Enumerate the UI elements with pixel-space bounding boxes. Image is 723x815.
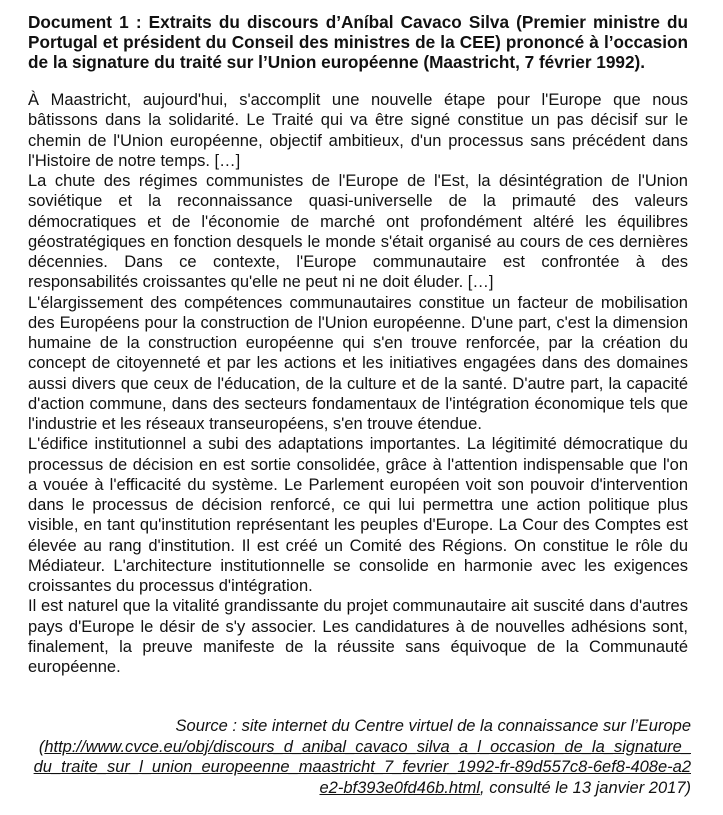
source-open-paren: (	[38, 737, 45, 756]
document-title: Document 1 : Extraits du discours d’Aníbal Cavaco Silva (Premier ministre du Portugal et président du Conseil des ministres de la CEE) prononcé à l’occasion de la signature du traité sur l’Union européenne (Maastricht, 7 février 1992).	[28, 12, 688, 72]
paragraph-3: L'élargissement des compétences communautaires constitue un facteur de mobilisation des Européens pour la construction de l'Union européenne. D'une part, c'est la dimension humaine de la construction européenne qui s'en trouve renforcée, par la création du concept de citoyenneté et par les actions et les initiatives engagées dans des domaines aussi divers que ceux de l'éducation, de la culture et de la santé. D'autre part, la capacité d'action commune, dans des secteurs fondamentaux de l'intégration économique tels que l'industrie et les réseaux transeuropéens, s'en trouve étendue.	[28, 293, 688, 433]
source-citation	[31, 716, 691, 798]
source-prefix: Source : site internet du Centre virtuel de la connaissance sur l’Europe	[175, 717, 691, 735]
paragraph-5: Il est naturel que la vitalité grandissante du projet communautaire ait suscité dans d'autres pays d'Europe le désir de s'y associer. Les candidatures à de nouvelles adhésions sont, finalement, la preuve manifeste de la réussite sans équivoque de la Communauté européenne.	[28, 597, 688, 676]
paragraph-4: L'édifice institutionnel a subi des adaptations importantes. La légitimité démocratique du processus de décision en est sortie consolidée, grâce à l'attention indispensable que l'on a vouée à l'efficacité du système. Le Parlement européen voit son pouvoir d'intervention dans le processus de décision renforcé, ce qui lui permettra une action politique plus visible, en tant qu'institution représentant les peuples d'Europe. La Cour des Comptes est élevée au rang d'institution. Il est créé un Comité des Régions. On constitue le rôle du Médiateur. L'architecture institutionnelle se consolide en harmonie avec les exigences croissantes du processus d'intégration.	[28, 435, 688, 595]
paragraph-1: À Maastricht, aujourd'hui, s'accomplit une nouvelle étape pour l'Europe que nous bâtissons dans la solidarité. Le Traité qui va être signé constitue un pas décisif sur le chemin de l'Union européenne, objectif ambitieux, d'un processus sans précédent dans l'Histoire de notre temps. […]	[28, 91, 688, 170]
speech-excerpt	[28, 90, 688, 677]
source-link[interactable]: http://www.cvce.eu/obj/discours_d_anibal_cavaco_silva_a_l_occasion_de_la_signature_du_traite_sur_l_union_europeenne_maastricht_7_fevrier_1992-fr-89d557c8-6ef8-408e-a2e2-bf393e0fd46b.html	[33, 737, 691, 797]
document-container	[28, 12, 688, 677]
paragraph-2: La chute des régimes communistes de l'Europe de l'Est, la désintégration de l'Union soviétique et la reconnaissance quasi-universelle de la primauté des valeurs démocratiques et de l'économie de marché ont profondément altéré les équilibres géostratégiques en fonction desquels le monde s'était organisé au cours de ces dernières décennies. Dans ce contexte, l'Europe communautaire est confrontée à des responsabilités croissantes qu'elle ne peut ni ne doit éluder. […]	[28, 172, 688, 292]
source-consultation-date: , consulté le 13 janvier 2017)	[480, 778, 691, 797]
